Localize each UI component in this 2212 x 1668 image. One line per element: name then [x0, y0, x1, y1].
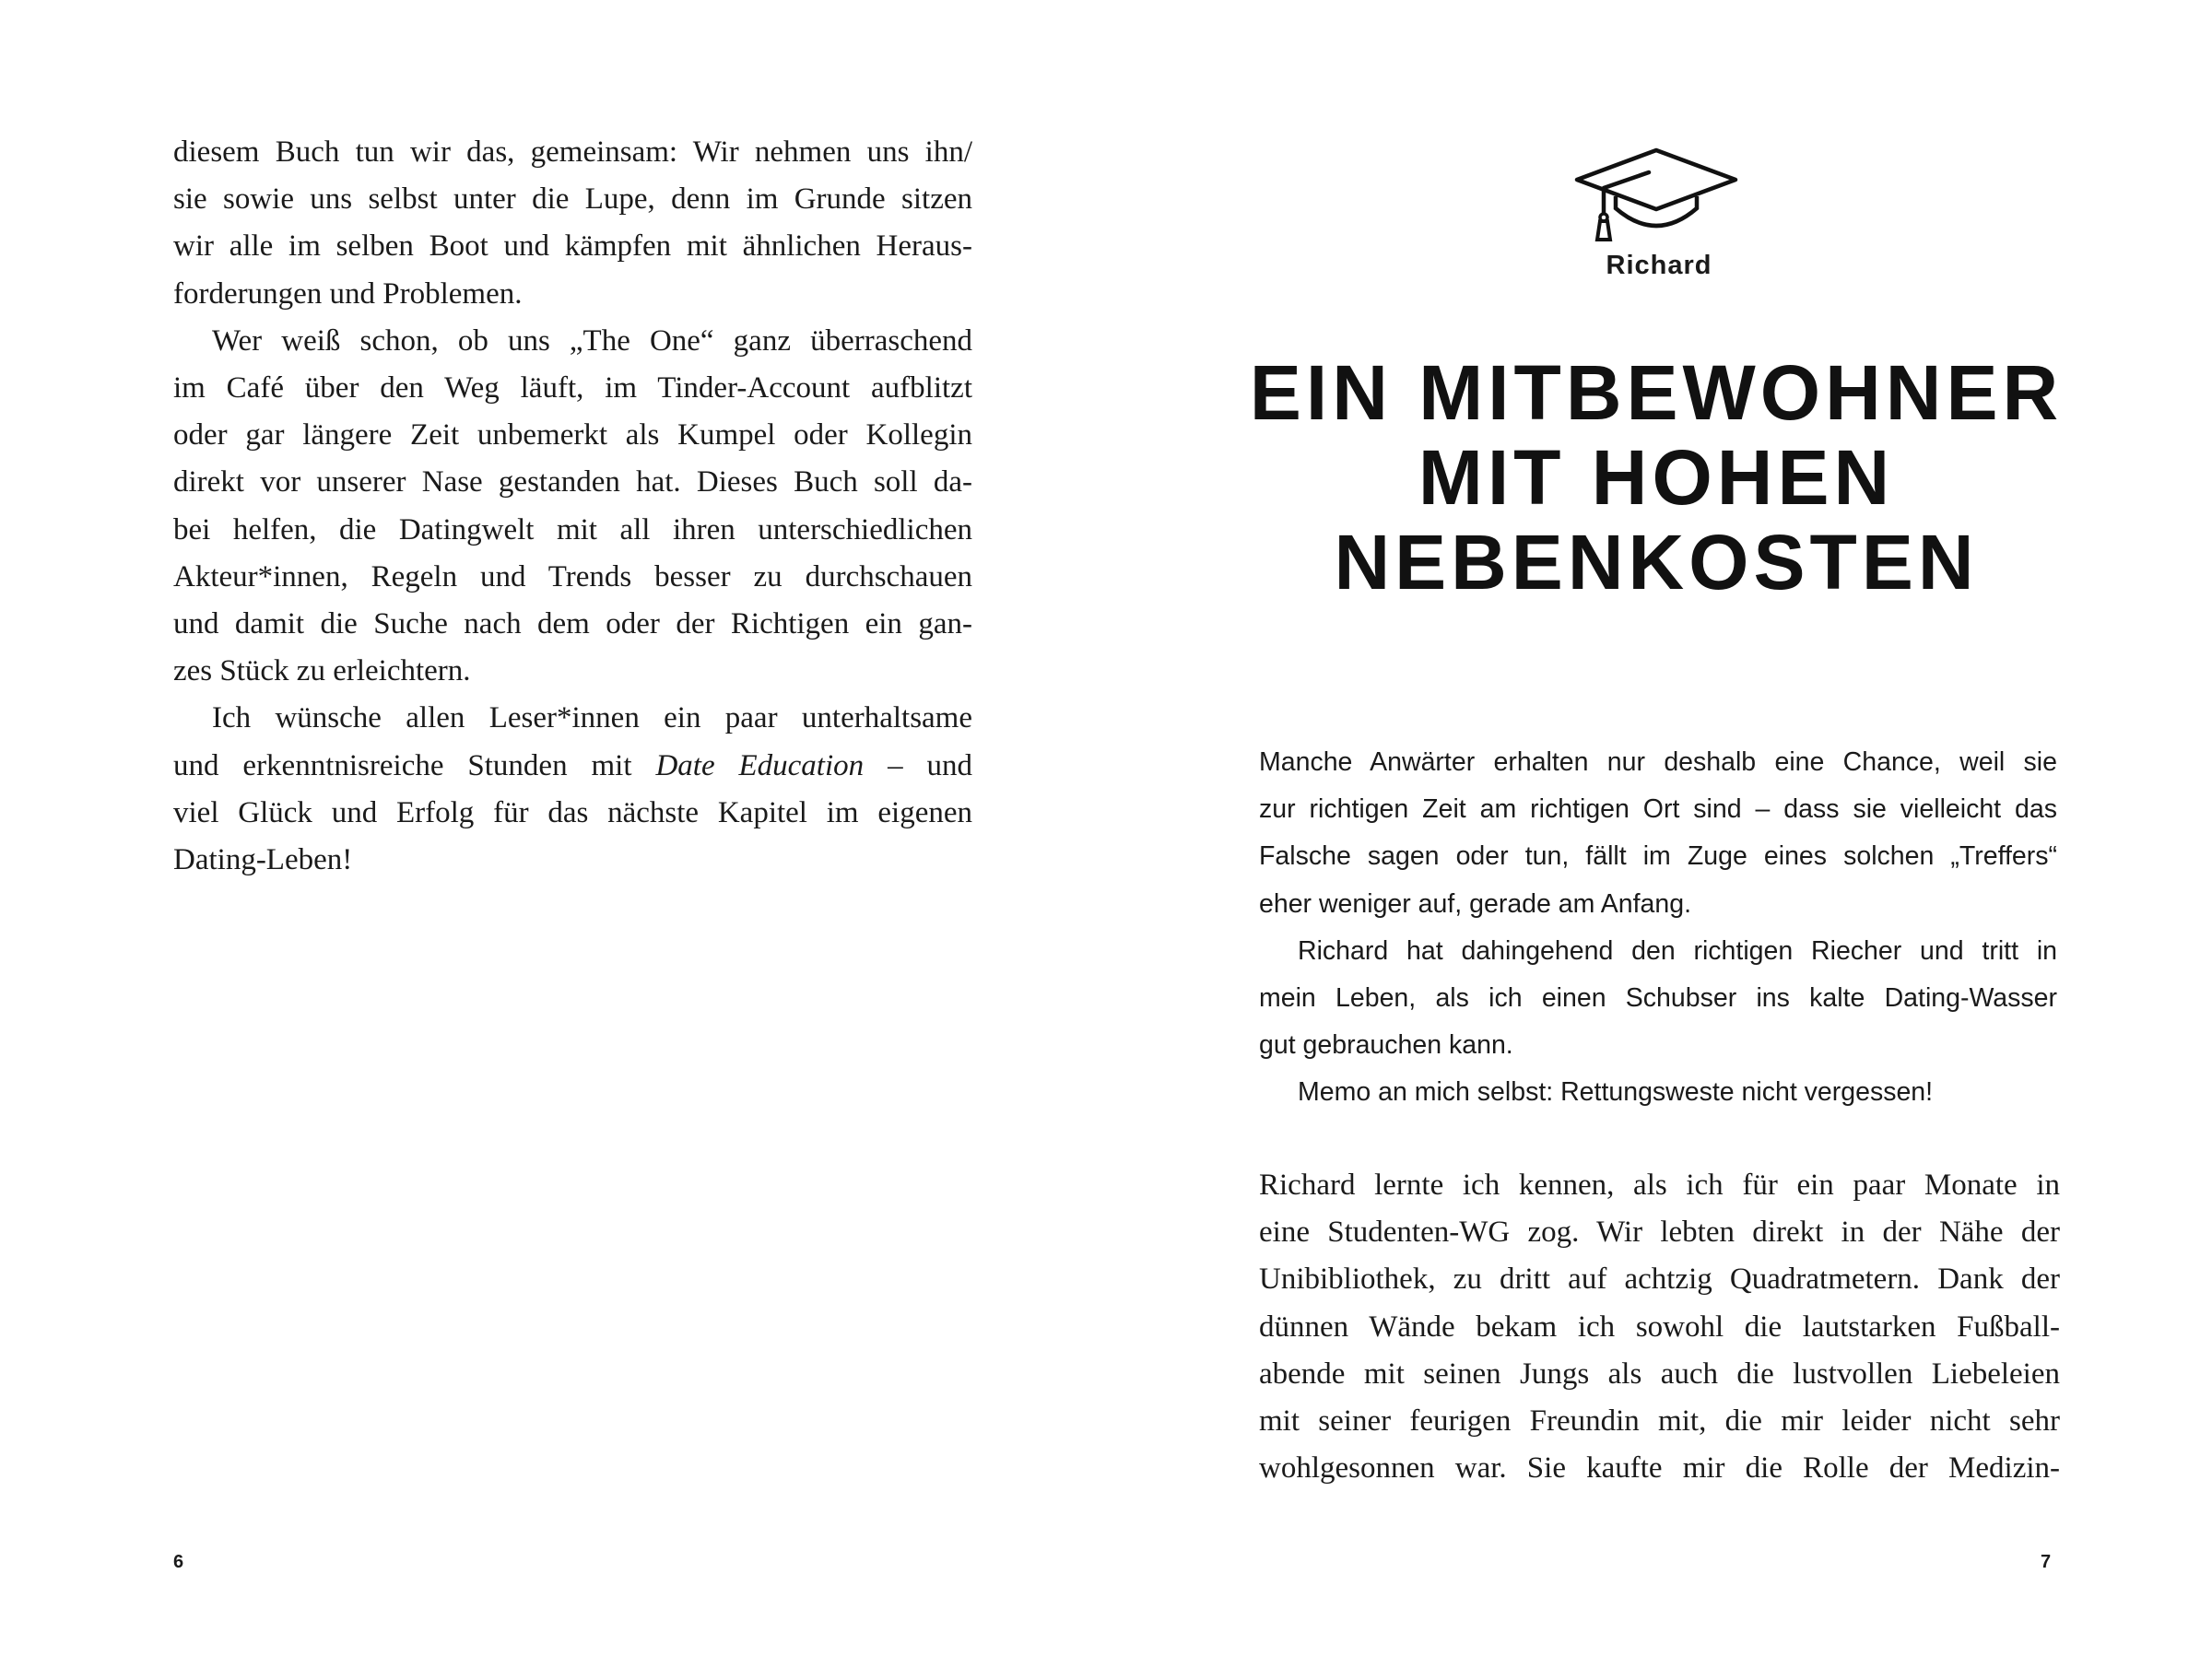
text-line [173, 790, 972, 837]
text-line [173, 554, 972, 601]
text-segment: Wer weiß schon, ob uns „The One“ ganz überraschend [212, 323, 972, 358]
text-line [173, 318, 972, 365]
text-segment: viel Glück und Erfolg für das nächste Kapitel im eigenen [173, 795, 972, 829]
text-line [173, 271, 972, 318]
text-line [173, 601, 972, 648]
chapter-title-line: EIN MITBEWOHNER [1249, 349, 2064, 436]
text-line [173, 743, 972, 790]
text-segment: gut gebrauchen kann. [1259, 1030, 1513, 1061]
text-segment: Unibibliothek, zu dritt auf achtzig Quadratmetern. Dank der [1259, 1263, 2060, 1297]
text-line [173, 176, 972, 223]
text-line [173, 695, 972, 742]
text-line [173, 365, 972, 412]
right-page [1106, 0, 2212, 1668]
text-line [1259, 833, 2057, 880]
text-segment: zes Stück zu erleichtern. [173, 654, 471, 688]
text-segment: oder gar längere Zeit unbemerkt als Kumpel oder Kollegin [173, 418, 972, 452]
text-line [1259, 1398, 2060, 1445]
text-segment: im Café über den Weg läuft, im Tinder-Account aufblitzt [173, 371, 972, 405]
text-segment: abende mit seinen Jungs als auch die lustvollen Liebeleien [1259, 1357, 2060, 1391]
text-segment: sie sowie uns selbst unter die Lupe, denn im Grunde sitzen [173, 182, 972, 217]
text-line [173, 648, 972, 695]
text-line [1259, 928, 2057, 975]
text-segment: direkt vor unserer Nase gestanden hat. Dieses Buch soll da- [173, 465, 972, 499]
text-line [173, 129, 972, 176]
text-line [1259, 1445, 2060, 1492]
text-line [173, 507, 972, 554]
text-segment: Richard lernte ich kennen, als ich für ein paar Monate in [1259, 1169, 2060, 1202]
text-segment: diesem Buch tun wir das, gemeinsam: Wir nehmen uns ihn/ [173, 135, 972, 169]
chapter-author: Richard [1606, 251, 1712, 280]
text-segment: eine Studenten-WG zog. Wir lebten direkt in der Nähe der [1259, 1216, 2060, 1250]
text-line [1259, 1351, 2060, 1398]
text-line [173, 223, 972, 270]
text-segment: mein Leben, als ich einen Schubser ins kalte Dating-Wasser [1259, 983, 2057, 1014]
book-title-italic: Date Education [655, 748, 865, 782]
text-line [1259, 1256, 2060, 1303]
text-line [173, 837, 972, 884]
text-segment: Ich wünsche allen Leser*innen ein paar unterhaltsame [212, 701, 972, 735]
text-segment: und erkenntnisreiche Stunden mit [173, 748, 656, 782]
text-segment: Akteur*innen, Regeln und Trends besser zu durchschauen [173, 559, 972, 593]
text-line [1259, 1162, 2060, 1209]
text-line [1259, 1304, 2060, 1351]
page-number-right: 7 [2041, 1552, 2052, 1572]
text-segment: Richard hat dahingehend den richtigen Riecher und tritt in [1298, 935, 2057, 966]
text-segment: forderungen und Problemen. [173, 276, 523, 311]
chapter-title-line: MIT HOHEN [1418, 434, 1895, 521]
text-segment: Memo an mich selbst: Rettungsweste nicht vergessen! [1298, 1077, 1934, 1108]
text-segment: – und [864, 748, 972, 782]
left-body-text [173, 129, 972, 884]
chapter-title-line: NEBENKOSTEN [1334, 519, 1979, 605]
text-segment: Dating-Leben! [173, 843, 353, 877]
text-segment: dünnen Wände bekam ich sowohl die lautstarken Fußball- [1259, 1310, 2060, 1344]
text-line [1259, 1022, 2057, 1069]
text-segment: Falsche sagen oder tun, fällt im Zuge eines solchen „Treffers“ [1259, 841, 2057, 872]
text-segment: und damit die Suche nach dem oder der Richtigen ein gan- [173, 607, 972, 641]
text-line [1259, 975, 2057, 1022]
graduation-cap-icon [1573, 147, 1739, 243]
text-segment: Manche Anwärter erhalten nur deshalb eine Chance, weil sie [1259, 747, 2057, 777]
text-segment: eher weniger auf, gerade am Anfang. [1259, 888, 1691, 919]
text-segment: mit seiner feurigen Freundin mit, die mir leider nicht sehr [1259, 1404, 2060, 1439]
text-segment: wir alle im selben Boot und kämpfen mit ähnlichen Heraus- [173, 229, 972, 264]
chapter-title [1106, 350, 2206, 605]
text-line [1259, 739, 2057, 786]
chapter-body-text [1259, 1162, 2060, 1492]
text-line [173, 412, 972, 459]
text-line [173, 459, 972, 506]
text-segment: zur richtigen Zeit am richtigen Ort sind – dass sie vielleicht das [1259, 794, 2057, 825]
chapter-intro [1259, 739, 2057, 1117]
text-segment: wohlgesonnen war. Sie kaufte mir die Rolle der Medizin- [1259, 1451, 2060, 1486]
page-number-left: 6 [173, 1552, 184, 1572]
text-line [1259, 1069, 2057, 1116]
text-line [1259, 786, 2057, 833]
text-line [1259, 1209, 2060, 1256]
text-line [1259, 881, 2057, 928]
text-segment: bei helfen, die Datingwelt mit all ihren unterschiedlichen [173, 512, 972, 546]
